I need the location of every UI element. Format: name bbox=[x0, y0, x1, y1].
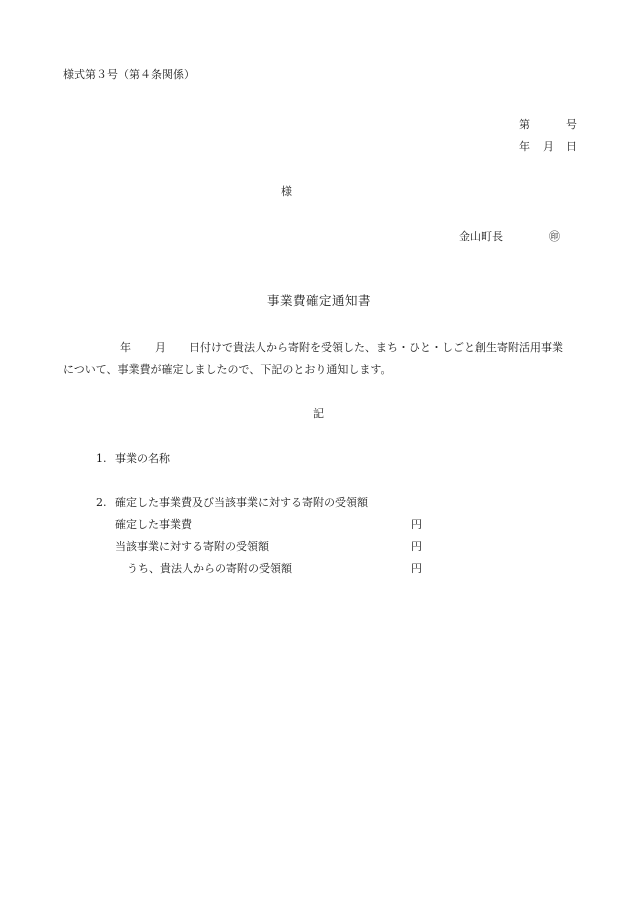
doc-number-suffix: 号 bbox=[566, 118, 577, 131]
seal-mark: ㊞ bbox=[549, 230, 560, 243]
amount-unit-corporate: 円 bbox=[411, 562, 422, 575]
date-day: 日 bbox=[566, 140, 577, 153]
item-1-number: 1. bbox=[96, 452, 107, 465]
body-year: 年 bbox=[120, 341, 131, 354]
form-number: 様式第３号（第４条関係） bbox=[63, 68, 195, 81]
item-1-label: 事業の名称 bbox=[115, 452, 170, 465]
document-title: 事業費確定通知書 bbox=[267, 293, 372, 308]
addressee-suffix: 様 bbox=[281, 185, 292, 198]
ki-heading: 記 bbox=[313, 407, 324, 420]
amount-label-total: 確定した事業費 bbox=[115, 518, 192, 531]
date-month: 月 bbox=[543, 140, 554, 153]
amount-unit-total: 円 bbox=[411, 518, 422, 531]
doc-number-prefix: 第 bbox=[519, 118, 530, 131]
body-line2: について、事業費が確定しましたので、下記のとおり通知します。 bbox=[63, 363, 392, 376]
amount-unit-donation: 円 bbox=[411, 540, 422, 553]
amount-label-corporate: うち、貴法人からの寄附の受領額 bbox=[127, 562, 292, 575]
amount-label-donation: 当該事業に対する寄附の受領額 bbox=[115, 540, 269, 553]
body-month: 月 bbox=[155, 341, 166, 354]
item-2-number: 2. bbox=[96, 496, 107, 509]
issuer-title: 金山町長 bbox=[459, 230, 503, 243]
item-2-label: 確定した事業費及び当該事業に対する寄附の受領額 bbox=[115, 496, 368, 509]
body-line1: 日付けで貴法人から寄附を受領した、まち・ひと・しごと創生寄附活用事業 bbox=[189, 341, 563, 354]
date-year: 年 bbox=[519, 140, 530, 153]
